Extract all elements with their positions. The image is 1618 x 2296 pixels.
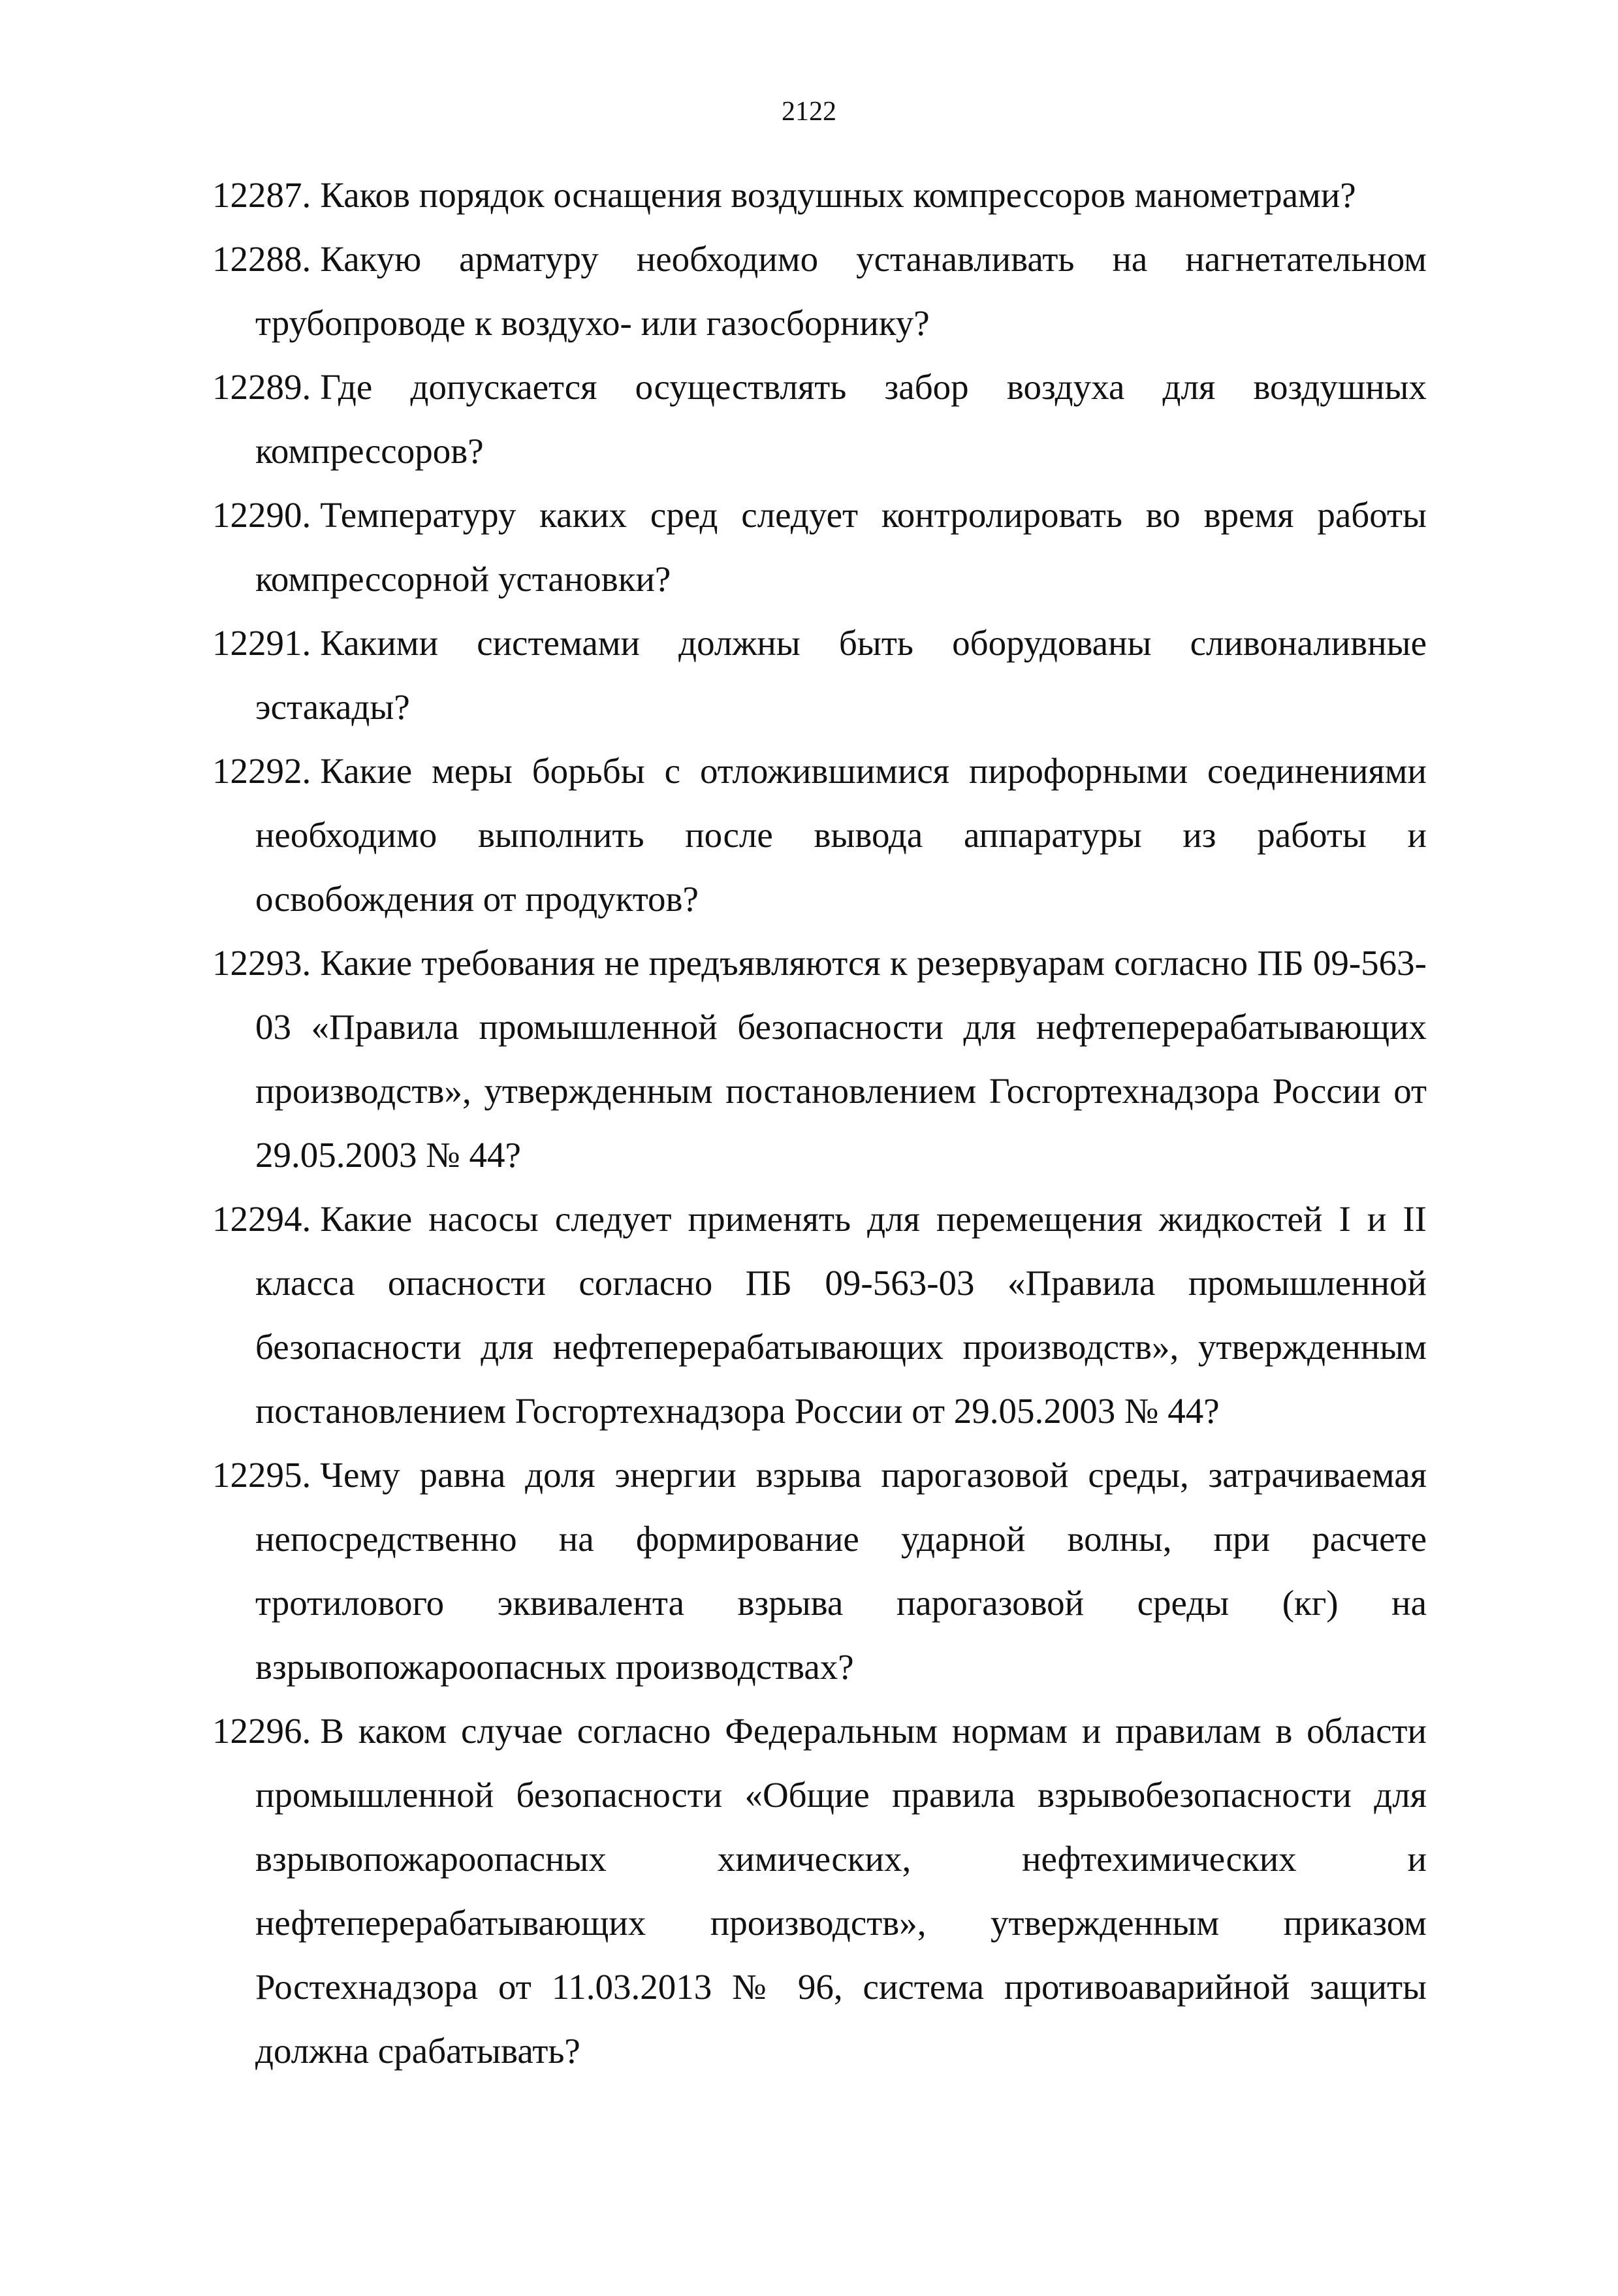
question-text: Какую арматуру необходимо устанавливать на нагнетательном трубопроводе к воздухо- или газосборнику? — [255, 239, 1427, 343]
page-number: 2122 — [782, 97, 836, 127]
question-number: 12290. — [212, 495, 311, 535]
question-item — [212, 1699, 1427, 2083]
question-text: Чему равна доля энергии взрыва парогазовой среды, затрачиваемая непосредственно на формирование ударной волны, при расчете тротилового эквивалента взрыва парогазовой среды (кг) на взрывопожароопасных производствах? — [255, 1455, 1427, 1687]
question-item — [212, 931, 1427, 1187]
question-number: 12291. — [212, 623, 311, 663]
question-text: Какими системами должны быть оборудованы сливоналивные эстакады? — [255, 623, 1427, 727]
question-text: Какие меры борьбы с отложившимися пирофорными соединениями необходимо выполнить после вывода аппаратуры из работы и освобождения от продуктов? — [255, 751, 1427, 919]
question-text: Какие насосы следует применять для перемещения жидкостей I и II класса опасности согласно ПБ 09-563-03 «Правила промышленной безопасности для нефтеперерабатывающих производств», утвержденным постановлением Госгортехнадзора России от 29.05.2003 № 44? — [255, 1199, 1427, 1431]
question-item — [212, 739, 1427, 931]
question-item — [212, 163, 1427, 227]
question-number: 12292. — [212, 751, 311, 791]
question-text: Где допускается осуществлять забор воздуха для воздушных компрессоров? — [255, 367, 1427, 471]
question-item — [212, 1187, 1427, 1443]
question-text: Каков порядок оснащения воздушных компрессоров манометрами? — [320, 175, 1356, 215]
question-number: 12296. — [212, 1711, 311, 1751]
question-item — [212, 355, 1427, 483]
question-number: 12288. — [212, 239, 311, 279]
question-number: 12289. — [212, 367, 311, 407]
question-number: 12287. — [212, 175, 311, 215]
question-item — [212, 1443, 1427, 1699]
question-text: В каком случае согласно Федеральным нормам и правилам в области промышленной безопасности «Общие правила взрывобезопасности для взрывопожароопасных химических, нефтехимических и нефтеперерабатывающих производств», утвержденным приказом Ростехнадзора от 11.03.2013 № 96, система противоаварийной защиты должна срабатывать? — [255, 1711, 1427, 2071]
question-item — [212, 483, 1427, 611]
question-number: 12293. — [212, 943, 311, 983]
question-text: Температуру каких сред следует контролировать во время работы компрессорной установки? — [255, 495, 1427, 599]
question-text: Какие требования не предъявляются к резервуарам согласно ПБ 09-563-03 «Правила промышленной безопасности для нефтеперерабатывающих производств», утвержденным постановлением Госгортехнадзора России от 29.05.2003 № 44? — [255, 943, 1427, 1175]
question-list — [212, 163, 1427, 2083]
question-number: 12294. — [212, 1199, 311, 1239]
question-item — [212, 227, 1427, 355]
question-item — [212, 611, 1427, 739]
question-number: 12295. — [212, 1455, 311, 1495]
